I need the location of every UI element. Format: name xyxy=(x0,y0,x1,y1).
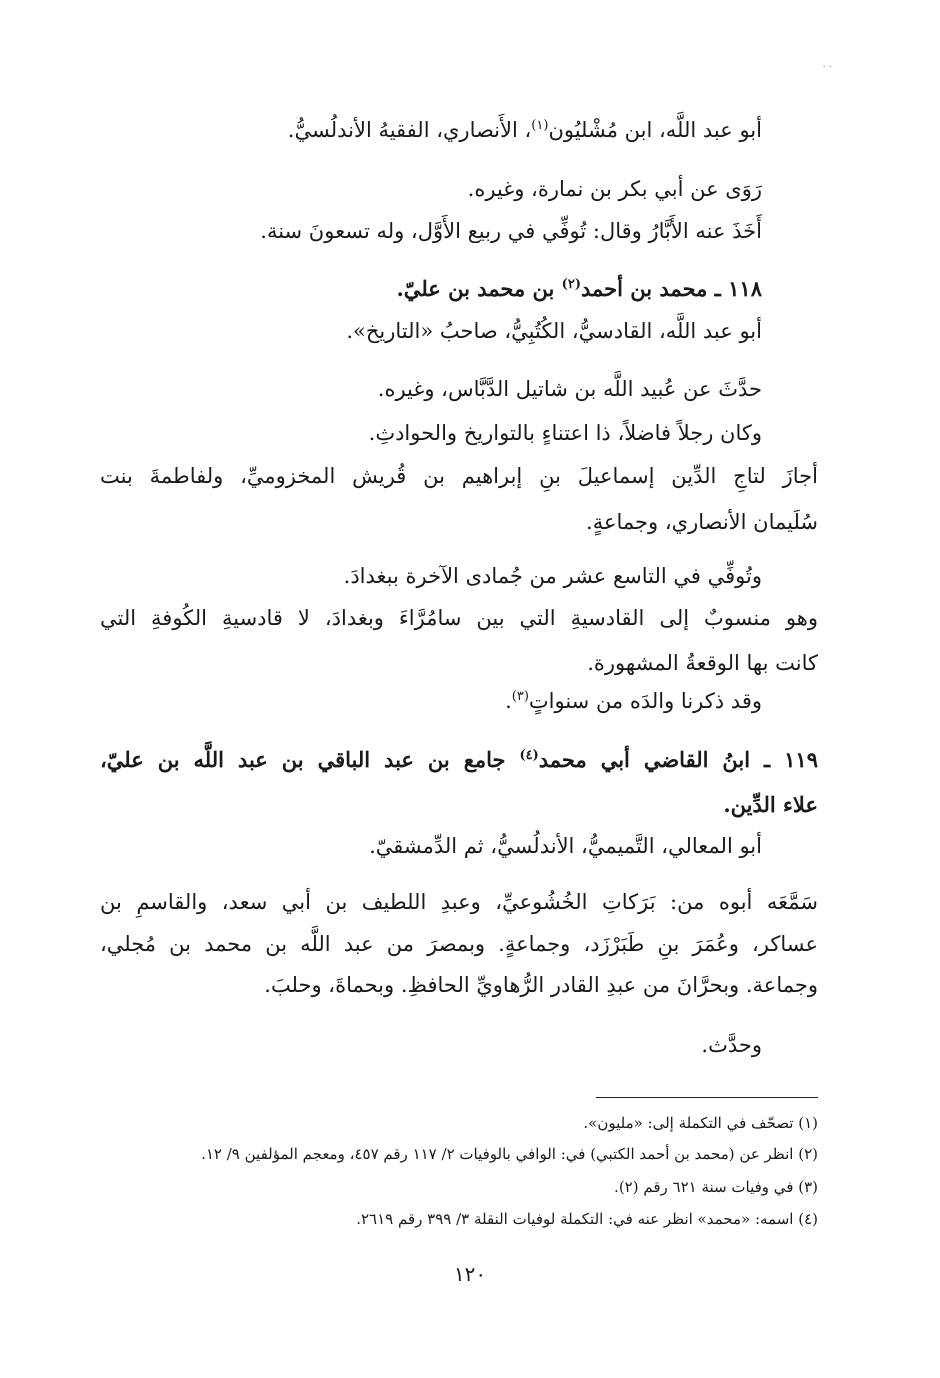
text-line-3: أَخَذَ عنه الأَبَّارُ وقال: تُوفِّي في ربيع الأَوَّل، وله تسعونَ سنة. xyxy=(260,219,762,243)
text-line-12: كانت بها الوقعةُ المشهورة. xyxy=(587,651,818,675)
text-line-17: سَمَّعَه أبوه من: بَرَكاتِ الخُشُوعيِّ، وعبدِ اللطيف بن أبي سعد، والقاسمِ بن xyxy=(100,890,818,914)
footnote-ref-2: (٢) xyxy=(561,277,581,292)
page-number: ١٢٠ xyxy=(453,1262,487,1286)
text-line-6: حدَّثَ عن عُبيد اللَّه بن شاتيل الدَّبَّاس، وغيره. xyxy=(377,377,762,401)
entry-heading-118: ١١٨ ـ محمد بن أحمد$^{(٢)}$ بن محمد بن عليّ. xyxy=(396,276,762,301)
scan-specks: · · xyxy=(822,62,832,73)
footnote-ref-4: (٤) xyxy=(519,748,539,763)
text-line-7: وكان رجلاً فاضلاً، ذا اعتناءٍ بالتواريخ والحوادثِ. xyxy=(368,421,762,445)
text-line-20: وحدَّث. xyxy=(701,1033,762,1057)
text-line-1: أبو عبد اللَّه، ابن مُشْليُون$^{(١)}$، الأَنصاري، الفقيهُ الأندلُسيُّ. xyxy=(287,118,762,142)
footnote-ref-1: (١) xyxy=(531,118,549,133)
text-line-19: وجماعة. وبحرَّانَ من عبدِ القادر الرُّهاويِّ الحافظِ. وبحماةَ، وحلبَ. xyxy=(264,973,818,997)
footnote-ref-3: (٣) xyxy=(511,689,529,704)
text-line-9: سُلَيمان الأنصاري، وجماعةٍ. xyxy=(586,510,818,534)
text-line-2: رَوَى عن أبي بكر بن نمارة، وغيره. xyxy=(467,177,762,201)
text-line-8: أجازَ لتاجِ الدِّين إسماعيلَ بنِ إبراهيم بن قُريش المخزوميِّ، ولفاطمةَ بنت xyxy=(100,464,818,488)
footnote-3: (٣) في وفيات سنة ٦٢١ رقم (٢). xyxy=(614,1178,818,1196)
text-line-13: وقد ذكرنا والدَه من سنواتٍ$^{(٣)}$. xyxy=(505,689,762,713)
text-line-5: أبو عبد اللَّه، القادسيُّ، الكُتُبِيُّ، صاحبُ «التاريخ». xyxy=(346,319,762,343)
footnote-4: (٤) اسمه: «محمد» انظر عنه في: التكملة لوفيات النقلة ٣/ ٣٩٩ رقم ٢٦١٩. xyxy=(356,1210,818,1228)
footnote-separator xyxy=(596,1097,818,1098)
text-line-10: وتُوفِّي في التاسع عشر من جُمادى الآخرة ببغدادَ. xyxy=(343,564,762,588)
text-line-16: أبو المعالي، التَّميميُّ، الأندلُسيُّ، ثم الدِّمشقيّ. xyxy=(369,834,762,858)
text-line-18: عساكر، وعُمَرَ بنِ طَبَرْزَد، وجماعةٍ. وبمصرَ من عبد اللَّه بن محمد بن مُجلي، xyxy=(100,932,818,956)
footnote-2: (٢) انظر عن (محمد بن أحمد الكتبي) في: الوافي بالوفيات ٢/ ١١٧ رقم ٤٥٧، ومعجم المؤلفين ٩/ ١٢. xyxy=(201,1145,818,1163)
entry-heading-119-cont: علاء الدِّين. xyxy=(723,792,818,817)
entry-heading-119: ١١٩ ـ ابنُ القاضي أبي محمد$^{(٤)}$ جامع بن عبد الباقي بن عبد اللَّه بن عليّ، xyxy=(100,747,818,772)
text-line-11: وهو منسوبٌ إلى القادسيةِ التي بين سامُرَّاءَ وبغدادَ، لا قادسيةِ الكُوفةِ التي xyxy=(100,606,818,630)
footnote-1: (١) تصحّف في التكملة إلى: «مليون». xyxy=(583,1114,818,1132)
